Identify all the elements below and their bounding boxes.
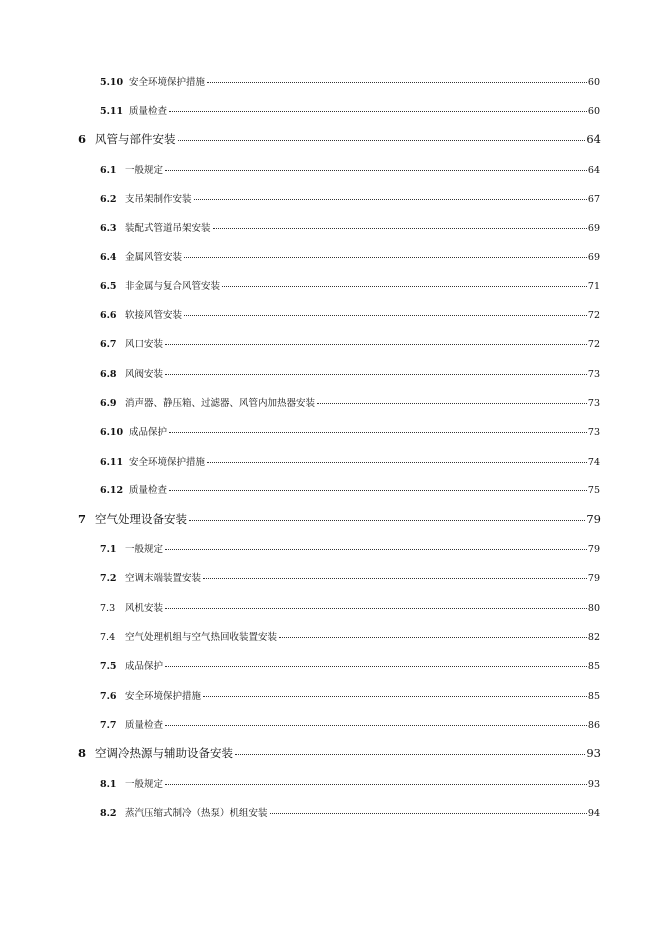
toc-entry-page: 86 bbox=[587, 720, 600, 731]
toc-leader-dots bbox=[207, 462, 587, 463]
toc-entry-number: 6.6 bbox=[100, 310, 117, 321]
toc-entry-number: 6.8 bbox=[100, 369, 117, 380]
toc-chapter-entry[interactable] bbox=[78, 745, 601, 761]
toc-leader-dots bbox=[189, 520, 585, 521]
toc-leader-dots bbox=[165, 374, 587, 375]
toc-leader-dots bbox=[184, 315, 587, 316]
toc-entry-page: 69 bbox=[587, 223, 600, 234]
toc-leader-dots bbox=[165, 725, 587, 726]
toc-entry[interactable] bbox=[100, 220, 600, 234]
toc-leader-dots bbox=[165, 784, 587, 785]
toc-leader-dots bbox=[184, 257, 587, 258]
toc-leader-dots bbox=[165, 549, 587, 550]
toc-entry[interactable] bbox=[100, 278, 600, 292]
toc-entry-number: 5.11 bbox=[100, 106, 124, 117]
toc-entry-title: 安全环境保护措施 bbox=[125, 691, 202, 702]
toc-entry-page: 73 bbox=[587, 369, 600, 380]
toc-entry-title: 装配式管道吊架安装 bbox=[125, 223, 211, 234]
toc-entry[interactable] bbox=[100, 570, 600, 584]
toc-entry-number: 6.9 bbox=[100, 398, 117, 409]
toc-entry-title: 成品保护 bbox=[125, 661, 164, 672]
toc-entry-number: 6.7 bbox=[100, 339, 117, 350]
toc-entry-title: 成品保护 bbox=[129, 427, 168, 438]
toc-entry-title: 空气处理机组与空气热回收装置安装 bbox=[125, 632, 278, 643]
toc-entry-number: 7.4 bbox=[100, 632, 116, 643]
toc-entry[interactable] bbox=[100, 249, 600, 263]
toc-entry-number: 7.3 bbox=[100, 603, 116, 614]
toc-leader-dots bbox=[203, 696, 587, 697]
toc-chapter-number: 6 bbox=[78, 132, 87, 146]
toc-entry-title: 非金属与复合风管安装 bbox=[125, 281, 221, 292]
toc-leader-dots bbox=[169, 111, 587, 112]
toc-entry-page: 60 bbox=[587, 106, 600, 117]
toc-entry[interactable] bbox=[100, 307, 600, 321]
toc-entry-number: 6.5 bbox=[100, 281, 117, 292]
toc-entry-title: 支吊架制作安装 bbox=[125, 194, 192, 205]
toc-entry-title: 软接风管安装 bbox=[125, 310, 183, 321]
toc-leader-dots bbox=[169, 490, 587, 491]
toc-leader-dots bbox=[165, 344, 587, 345]
toc-entry-page: 85 bbox=[587, 661, 600, 672]
toc-entry-page: 73 bbox=[587, 398, 600, 409]
toc-entry-page: 69 bbox=[587, 252, 600, 263]
toc-entry[interactable] bbox=[100, 395, 600, 409]
toc-entry-number: 6.2 bbox=[100, 194, 117, 205]
toc-entry-page: 79 bbox=[587, 573, 600, 584]
toc-entry[interactable] bbox=[100, 717, 600, 731]
toc-leader-dots bbox=[317, 403, 587, 404]
toc-entry-title: 一般规定 bbox=[125, 779, 164, 790]
toc-entry[interactable] bbox=[100, 600, 600, 614]
toc-entry-page: 75 bbox=[587, 485, 600, 496]
toc-entry-page: 73 bbox=[587, 427, 600, 438]
toc-entry-number: 7.1 bbox=[100, 544, 117, 555]
toc-entry-page: 85 bbox=[587, 691, 600, 702]
toc-leader-dots bbox=[169, 432, 587, 433]
toc-entry-title: 风口安装 bbox=[125, 339, 164, 350]
toc-entry-title: 安全环境保护措施 bbox=[129, 77, 206, 88]
toc-entry-title: 风机安装 bbox=[125, 603, 164, 614]
toc-leader-dots bbox=[165, 170, 587, 171]
toc-entry[interactable] bbox=[100, 482, 600, 496]
toc-chapter-title: 空调冷热源与辅助设备安装 bbox=[95, 746, 233, 760]
toc-entry-page: 67 bbox=[587, 194, 600, 205]
toc-entry-number: 6.12 bbox=[100, 485, 124, 496]
toc-chapter-number: 8 bbox=[78, 746, 87, 760]
toc-leader-dots bbox=[203, 578, 587, 579]
toc-entry-title: 质量检查 bbox=[129, 485, 168, 496]
toc-entry-number: 6.3 bbox=[100, 223, 117, 234]
toc-leader-dots bbox=[194, 199, 587, 200]
toc-entry[interactable] bbox=[100, 103, 600, 117]
toc-entry-page: 82 bbox=[587, 632, 600, 643]
toc-chapter-title: 风管与部件安装 bbox=[95, 132, 176, 146]
toc-chapter-page: 64 bbox=[586, 132, 601, 146]
toc-chapter-page: 93 bbox=[586, 746, 601, 760]
toc-entry[interactable] bbox=[100, 336, 600, 350]
toc-entry[interactable] bbox=[100, 366, 600, 380]
toc-entry[interactable] bbox=[100, 629, 600, 643]
toc-entry-title: 空调末端装置安装 bbox=[125, 573, 202, 584]
toc-entry[interactable] bbox=[100, 805, 600, 819]
toc-entry-page: 74 bbox=[587, 457, 600, 468]
toc-entry[interactable] bbox=[100, 424, 600, 438]
toc-leader-dots bbox=[165, 608, 587, 609]
toc-entry-number: 8.1 bbox=[100, 779, 117, 790]
toc-entry[interactable] bbox=[100, 541, 600, 555]
toc-entry-title: 蒸汽压缩式制冷（热泵）机组安装 bbox=[125, 808, 268, 819]
toc-entry[interactable] bbox=[100, 658, 600, 672]
toc-entry-page: 71 bbox=[587, 281, 600, 292]
toc-entry-page: 79 bbox=[587, 544, 600, 555]
toc-entry-title: 质量检查 bbox=[125, 720, 164, 731]
toc-entry-number: 6.4 bbox=[100, 252, 117, 263]
toc-entry-page: 72 bbox=[587, 339, 600, 350]
toc-entry-number: 6.11 bbox=[100, 457, 124, 468]
toc-entry[interactable] bbox=[100, 776, 600, 790]
toc-entry-title: 安全环境保护措施 bbox=[129, 457, 206, 468]
toc-entry-page: 72 bbox=[587, 310, 600, 321]
toc-entry-title: 一般规定 bbox=[125, 544, 164, 555]
toc-leader-dots bbox=[222, 286, 587, 287]
toc-entry-number: 7.2 bbox=[100, 573, 117, 584]
toc-entry-number: 7.6 bbox=[100, 691, 117, 702]
toc-leader-dots bbox=[207, 82, 587, 83]
toc-entry-number: 7.7 bbox=[100, 720, 117, 731]
toc-entry-number: 6.10 bbox=[100, 427, 124, 438]
toc-entry-title: 一般规定 bbox=[125, 165, 164, 176]
toc-entry[interactable] bbox=[100, 688, 600, 702]
toc-leader-dots bbox=[235, 754, 585, 755]
toc-entry[interactable] bbox=[100, 191, 600, 205]
toc-entry-title: 金属风管安装 bbox=[125, 252, 183, 263]
toc-entry-page: 80 bbox=[587, 603, 600, 614]
toc-leader-dots bbox=[270, 813, 587, 814]
toc-entry-title: 风阀安装 bbox=[125, 369, 164, 380]
toc-entry-page: 60 bbox=[587, 77, 600, 88]
toc-entry-page: 94 bbox=[587, 808, 600, 819]
toc-entry-page: 64 bbox=[587, 165, 600, 176]
toc-chapter-page: 79 bbox=[586, 512, 601, 526]
toc-entry[interactable] bbox=[100, 454, 600, 468]
toc-leader-dots bbox=[213, 228, 587, 229]
toc-entry-number: 8.2 bbox=[100, 808, 117, 819]
toc-entry[interactable] bbox=[100, 74, 600, 88]
toc-entry-title: 质量检查 bbox=[129, 106, 168, 117]
toc-entry-number: 7.5 bbox=[100, 661, 117, 672]
toc-entry-number: 6.1 bbox=[100, 165, 117, 176]
toc-entry[interactable] bbox=[100, 162, 600, 176]
toc-leader-dots bbox=[279, 637, 587, 638]
toc-entry-title: 消声器、静压箱、过滤器、风管内加热器安装 bbox=[125, 398, 316, 409]
toc-entry-number: 5.10 bbox=[100, 77, 124, 88]
toc-entry-page: 93 bbox=[587, 779, 600, 790]
toc-chapter-entry[interactable] bbox=[78, 131, 601, 147]
toc-chapter-title: 空气处理设备安装 bbox=[95, 512, 187, 526]
toc-leader-dots bbox=[165, 666, 587, 667]
toc-chapter-number: 7 bbox=[78, 512, 87, 526]
toc-leader-dots bbox=[178, 140, 586, 141]
toc-chapter-entry[interactable] bbox=[78, 511, 601, 527]
